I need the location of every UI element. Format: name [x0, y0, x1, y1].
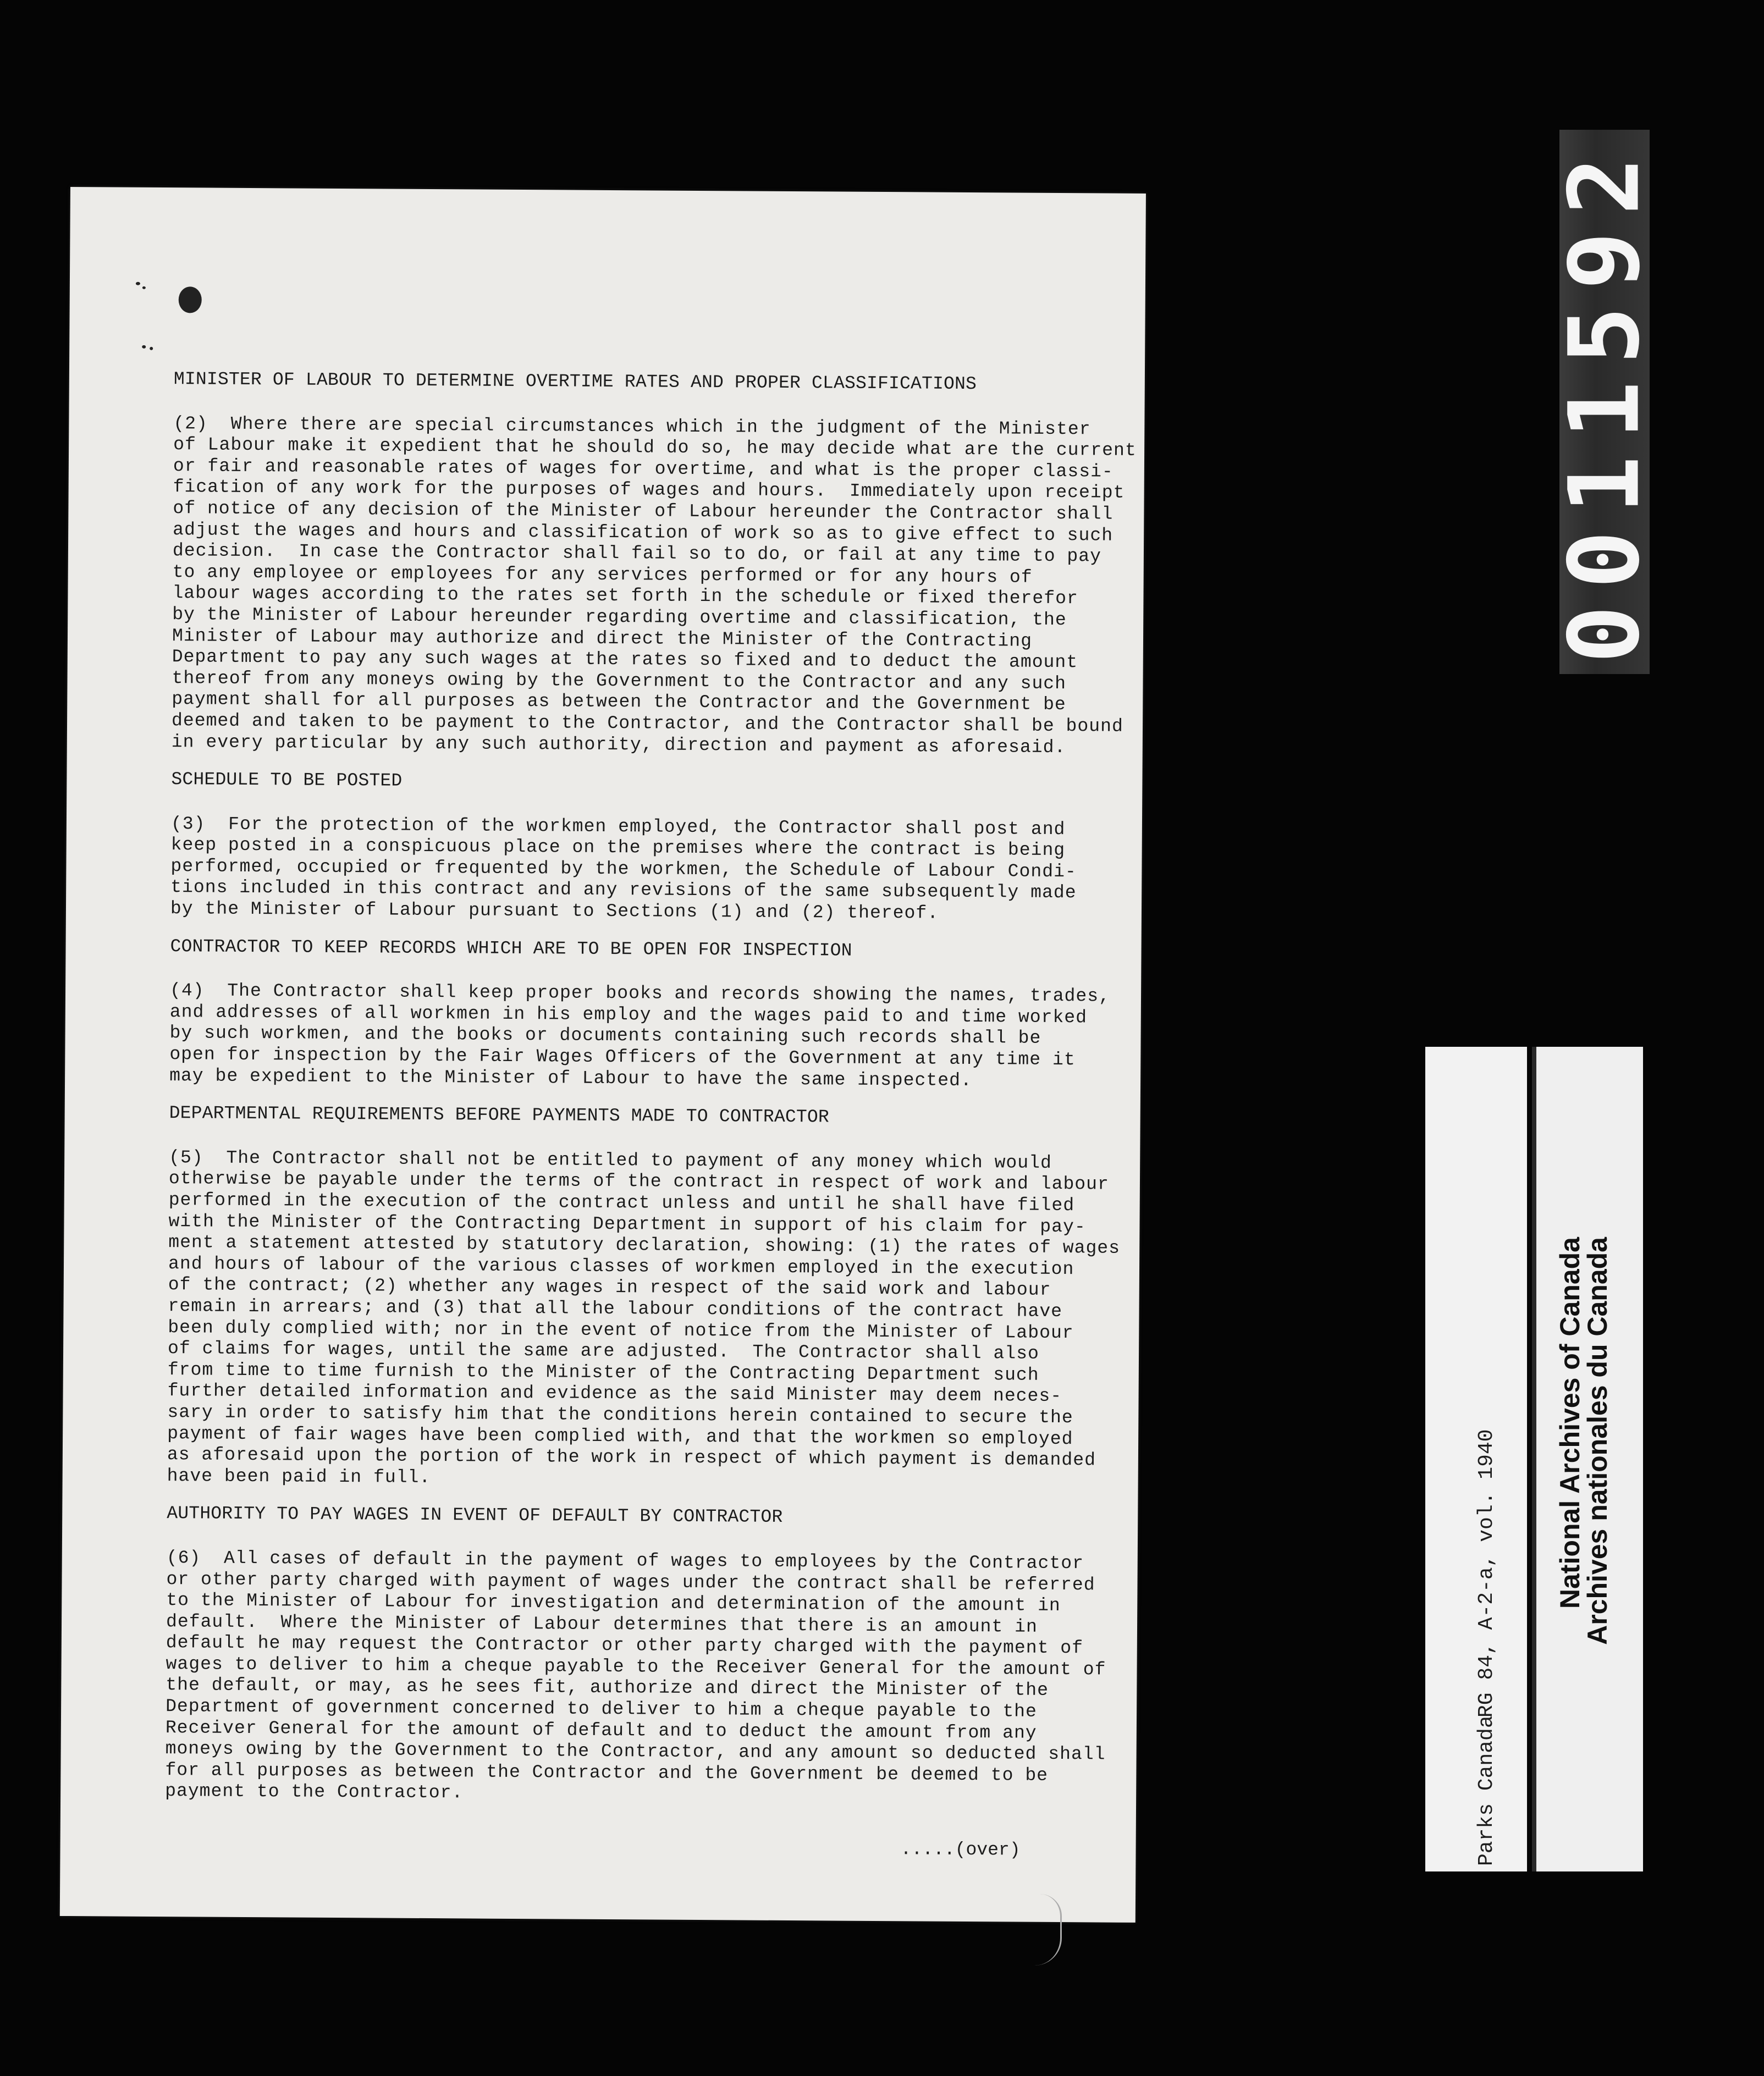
text-line: performed in the execution of the contract unless and until he shall have filed — [168, 1190, 1075, 1216]
text-line: of Labour make it expedient that he should do so, he may decide what are the current — [173, 434, 1137, 461]
text-line: from time to time furnish to the Minister of the Contracting Department such — [167, 1359, 1039, 1385]
text-line: to the Minister of Labour for investigation and determination of the amount in — [166, 1590, 1061, 1616]
section-paragraph — [165, 1548, 1106, 1808]
text-line: Minister of Labour may authorize and direct the Minister of the Contracting — [172, 625, 1033, 651]
section-paragraph — [169, 980, 1111, 1092]
archives-name-fr: Archives nationales du Canada — [1582, 1237, 1613, 1645]
archives-name-en: National Archives of Canada — [1554, 1237, 1585, 1609]
section-heading: MINISTER OF LABOUR TO DETERMINE OVERTIME RATES AND PROPER CLASSIFICATIONS — [173, 369, 977, 395]
ink-dot — [136, 282, 140, 285]
text-line: by such workmen, and the books or documents containing such records shall be — [169, 1023, 1041, 1049]
text-line: (6) All cases of default in the payment of wages to employees by the Contractor — [166, 1548, 1084, 1574]
text-line: thereof from any moneys owing by the Government to the Contractor and any such — [172, 667, 1067, 694]
archive-reference-text — [1432, 1047, 1525, 1866]
text-line: adjust the wages and hours and classification of work so as to give effect to such — [173, 519, 1113, 546]
text-line: by the Minister of Labour hereunder regarding overtime and classification, the — [172, 604, 1067, 631]
text-line: Department of government concerned to deliver to him a cheque payable to the — [166, 1696, 1038, 1722]
section-heading: AUTHORITY TO PAY WAGES IN EVENT OF DEFAULT BY CONTRACTOR — [167, 1503, 783, 1528]
text-line: remain in arrears; and (3) that all the labour conditions of the contract have — [168, 1296, 1063, 1322]
text-line: with the Minister of the Contracting Department in support of his claim for pay- — [168, 1211, 1086, 1237]
text-line: further detailed information and evidence as the said Minister may deem neces- — [167, 1381, 1062, 1407]
text-line: or fair and reasonable rates of wages for overtime, and what is the proper classi- — [173, 455, 1113, 482]
frame-number-stamp — [1548, 130, 1661, 674]
section-heading: CONTRACTOR TO KEEP RECORDS WHICH ARE TO BE OPEN FOR INSPECTION — [170, 936, 852, 961]
text-line: Receiver General for the amount of default and to deduct the amount from any — [165, 1717, 1037, 1743]
text-line: otherwise be payable under the terms of the contract in respect of work and labour — [168, 1168, 1110, 1195]
ink-dot — [142, 286, 146, 289]
text-line: ment a statement attested by statutory declaration, showing: (1) the rates of wages — [168, 1232, 1121, 1258]
text-line: keep posted in a conspicuous place on the premises where the contract is being — [170, 835, 1066, 861]
text-line: for all purposes as between the Contractor and the Government be deemed to be — [165, 1759, 1049, 1786]
text-line: and addresses of all workmen in his employ and the wages paid to and time worked — [169, 1001, 1088, 1028]
text-line: and hours of labour of the various classes of workmen employed in the execution — [168, 1253, 1074, 1279]
text-line: in every particular by any such authority, direction and payment as aforesaid. — [171, 731, 1066, 758]
ink-mark — [179, 286, 202, 313]
document-page — [60, 187, 1146, 1923]
text-line: default he may request the Contractor or other party charged with the payment of — [166, 1632, 1084, 1659]
text-line: labour wages according to the rates set forth in the schedule or fixed therefor — [172, 583, 1078, 609]
pencil-scribble — [1027, 1894, 1062, 1965]
text-line: as aforesaid upon the portion of the work in respect of which payment is demanded — [167, 1444, 1096, 1471]
text-line: have been paid in full. — [167, 1465, 431, 1488]
text-line: may be expedient to the Minister of Labour to have the same inspected. — [169, 1065, 972, 1091]
text-line: performed, occupied or frequented by the workmen, the Schedule of Labour Condi- — [170, 856, 1077, 882]
national-archives-text — [1556, 1050, 1628, 1869]
text-line: fication of any work for the purposes of wages and hours. Immediately upon receipt — [173, 477, 1125, 504]
text-line: (5) The Contractor shall not be entitled to payment of any money which would — [169, 1147, 1052, 1173]
text-line: of notice of any decision of the Minister of Labour hereunder the Contractor shall — [173, 498, 1113, 524]
text-line: been duly complied with; nor in the event of notice from the Minister of Labour — [168, 1317, 1074, 1343]
label-right-line: RG 84, A-2-a, vol. 1940 — [1475, 1429, 1498, 1718]
text-line: (4) The Contractor shall keep proper books and records showing the names, trades, — [169, 980, 1111, 1007]
section-heading: DEPARTMENTAL REQUIREMENTS BEFORE PAYMENTS MADE TO CONTRACTOR — [169, 1103, 830, 1128]
text-line: wages to deliver to him a cheque payable to the Receiver General for the amount of — [166, 1653, 1106, 1680]
text-line: by the Minister of Labour pursuant to Sections (1) and (2) thereof. — [170, 898, 939, 924]
text-line: the default, or may, as he sees fit, authorize and direct the Minister of the — [166, 1675, 1049, 1701]
text-line: decision. In case the Contractor shall fail so to do, or fail at any time to pay — [172, 540, 1102, 567]
text-line: or other party charged with payment of wages under the contract shall be referred — [166, 1569, 1095, 1595]
text-line: payment shall for all purposes as between the Contractor and the Government be — [172, 689, 1066, 715]
text-line: Department to pay any such wages at the rates so fixed and to deduct the amount — [172, 647, 1078, 673]
text-line: moneys owing by the Government to the Contractor, and any amount so deducted shall — [165, 1738, 1106, 1765]
ink-dot — [150, 347, 153, 350]
section-paragraph — [170, 814, 1095, 925]
text-line: payment to the Contractor. — [165, 1781, 464, 1803]
text-line: to any employee or employees for any services performed or for any hours of — [172, 561, 1033, 588]
section-paragraph — [171, 413, 1137, 759]
text-line: (2) Where there are special circumstances which in the judgment of the Minister — [173, 413, 1091, 439]
section-heading: SCHEDULE TO BE POSTED — [171, 769, 403, 791]
text-line: of claims for wages, until the same are adjusted. The Contractor shall also — [167, 1338, 1040, 1364]
text-line: of the contract; (2) whether any wages in respect of the said work and labour — [168, 1274, 1051, 1301]
ink-dot — [142, 345, 146, 349]
archive-reference-label — [1425, 1047, 1527, 1871]
continuation-note: .....(over) — [900, 1839, 1021, 1860]
text-line: open for inspection by the Fair Wages Officers of the Government at any time it — [169, 1044, 1076, 1070]
text-line: (3) For the protection of the workmen employed, the Contractor shall post and — [170, 813, 1066, 840]
document-body — [165, 369, 1137, 1808]
section-paragraph — [167, 1147, 1121, 1493]
label-left-line: Parks Canada — [1475, 1715, 1498, 1866]
national-archives-label — [1532, 1047, 1643, 1871]
text-line: default. Where the Minister of Labour determines that there is an amount in — [166, 1611, 1038, 1637]
text-line: payment of fair wages have been complied with, and that the workmen so employed — [167, 1423, 1073, 1449]
text-line: tions included in this contract and any revisions of the same subsequently made — [170, 877, 1077, 903]
text-line: sary in order to satisfy him that the conditions herein contained to secure the — [167, 1402, 1073, 1428]
text-line: deemed and taken to be payment to the Contractor, and the Contractor shall be bound — [171, 710, 1123, 737]
frame-number: 0011592 — [1548, 140, 1661, 664]
